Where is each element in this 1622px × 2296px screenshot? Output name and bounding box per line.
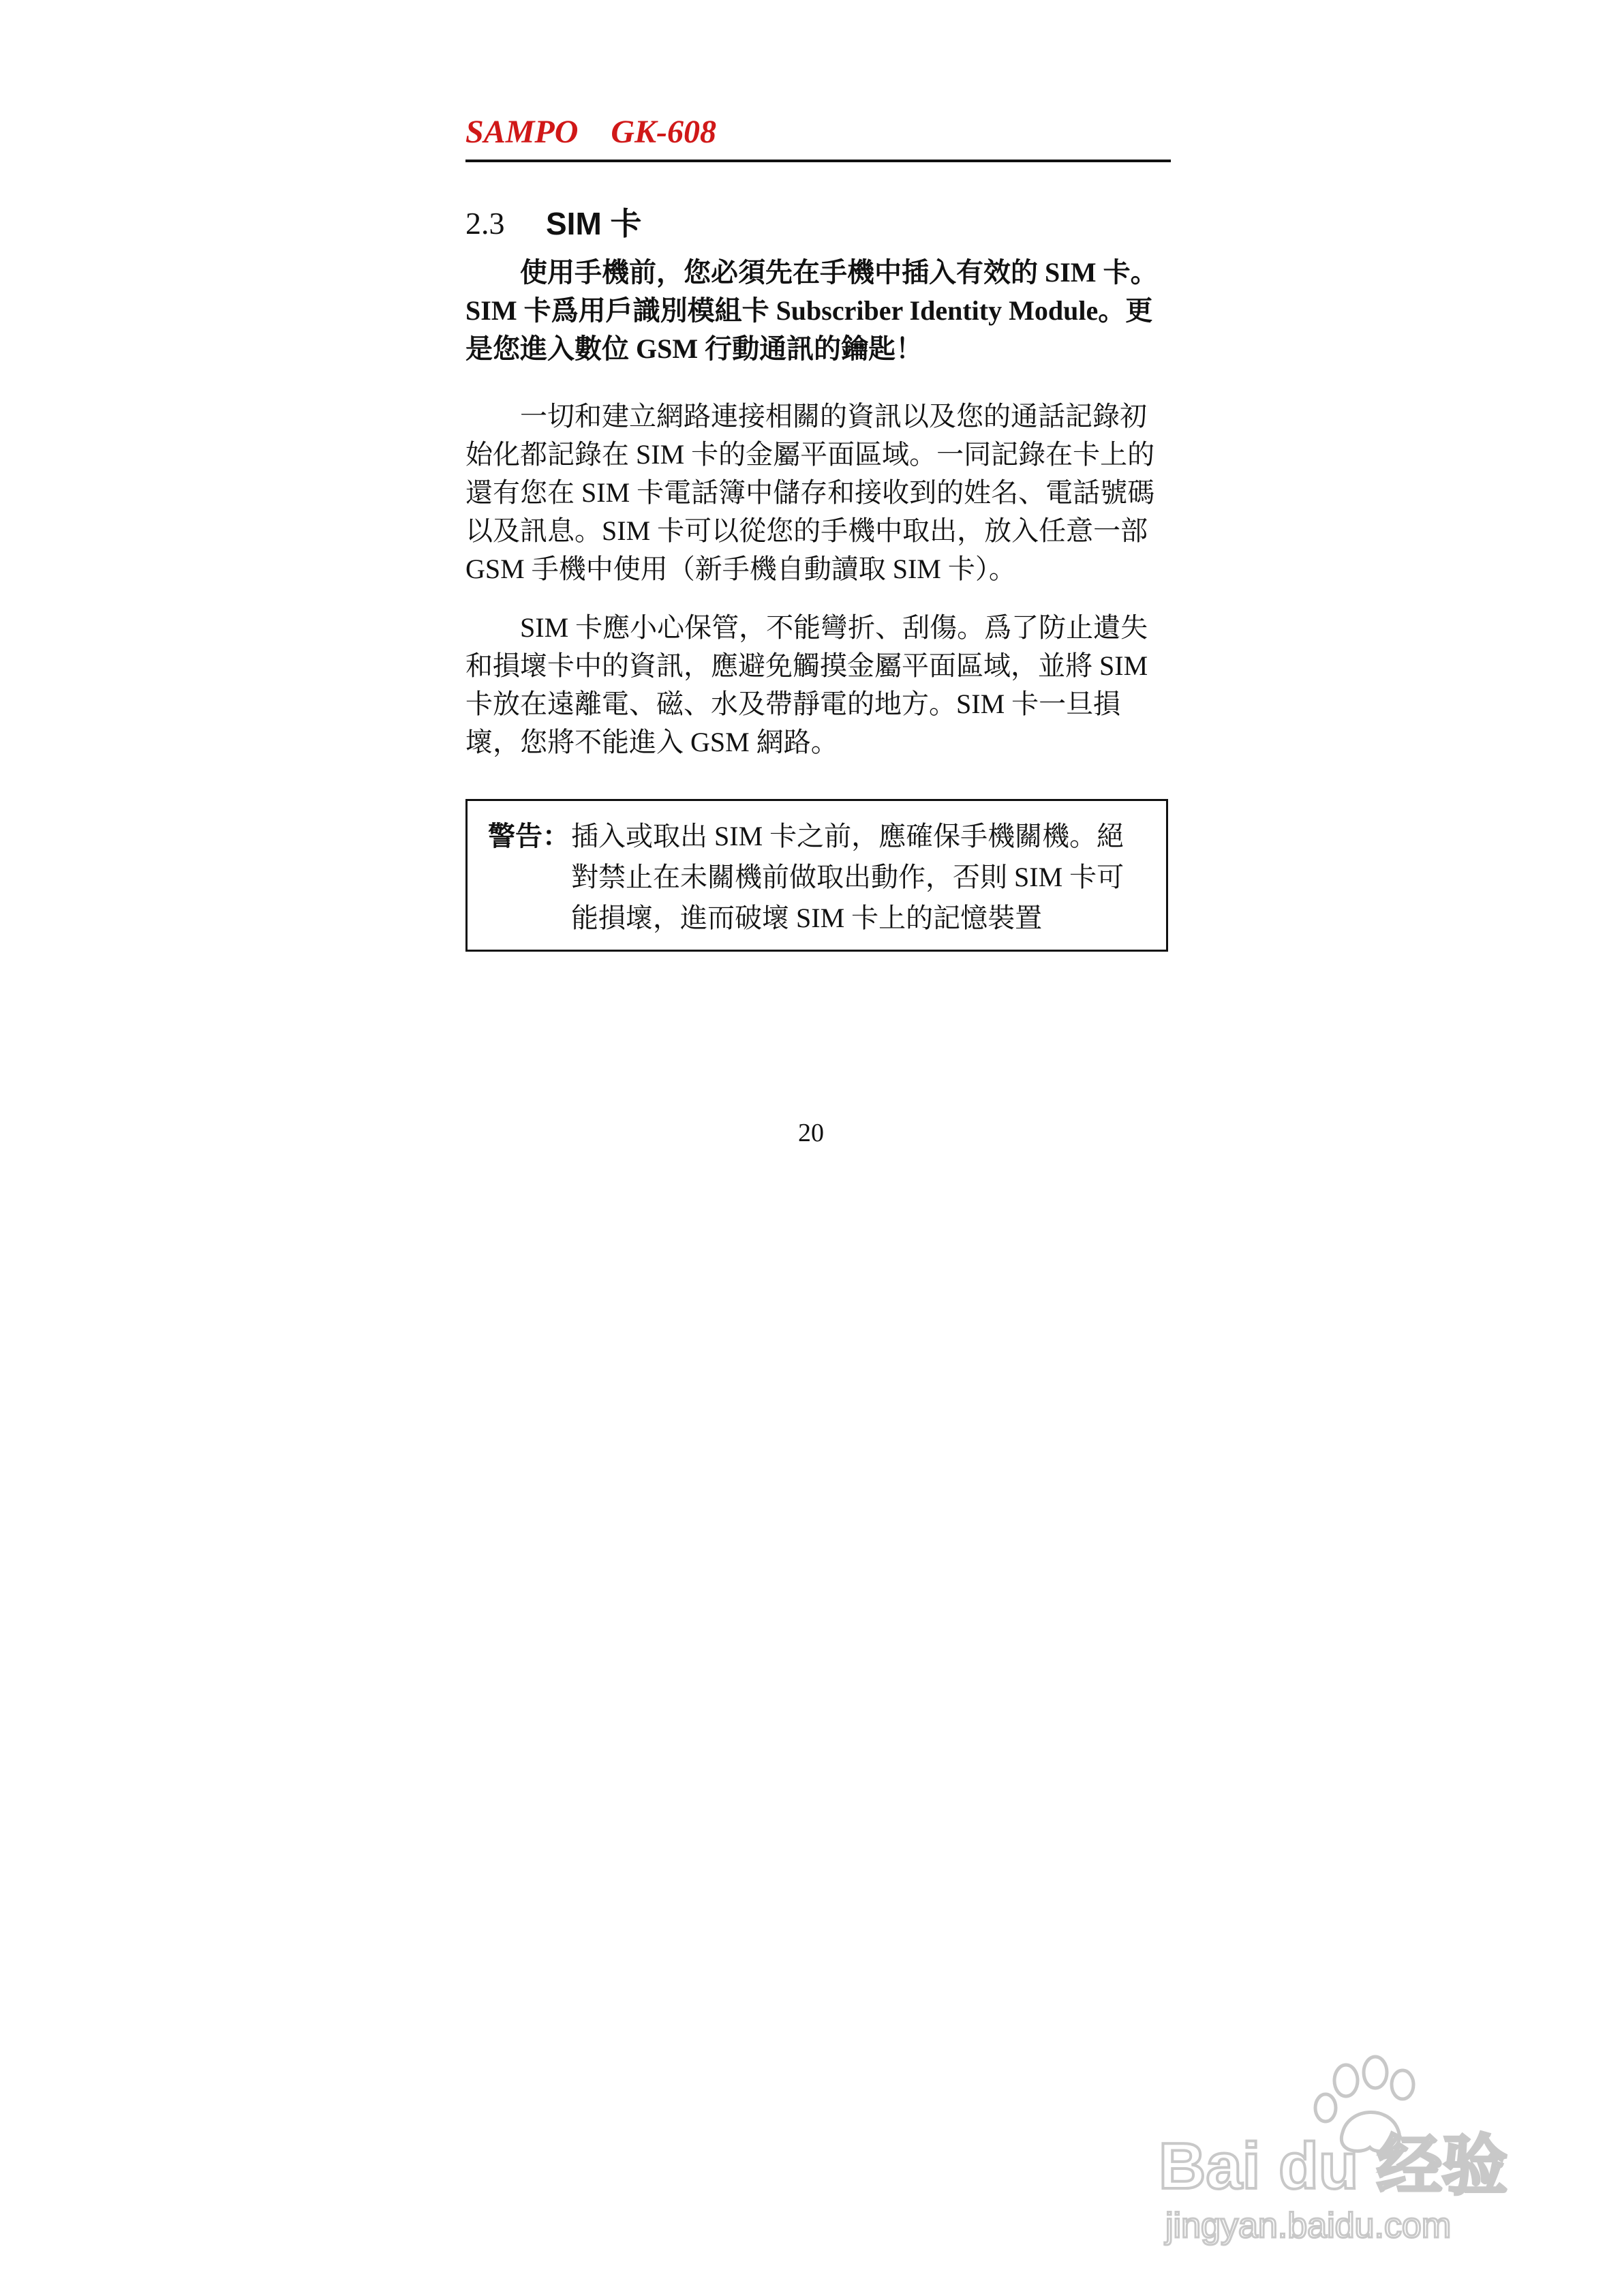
intro-paragraph: 使用手機前，您必須先在手機中插入有效的 SIM 卡。SIM 卡爲用戶識別模組卡 Subscriber Identity Module。更是您進入數位 GSM 行動通訊的鑰匙！	[465, 257, 1158, 364]
sim-care-paragraph: SIM 卡應小心保管，不能彎折、刮傷。爲了防止遺失和損壞卡中的資訊，應避免觸摸金屬平面區域，並將 SIM 卡放在遠離電、磁、水及帶靜電的地方。SIM 卡一旦損壞，您將不能進入 GSM 網路。	[465, 612, 1148, 757]
section-title: SIM 卡	[546, 206, 642, 241]
section-heading	[465, 202, 642, 245]
watermark-logo: Bai du 经验	[1159, 2130, 1508, 2203]
header-brand-model: SAMPO GK-608	[465, 114, 717, 150]
baidu-jingyan-watermark	[1152, 2045, 1533, 2250]
watermark-url: jingyan.baidu.com	[1165, 2206, 1452, 2246]
warning-label: 警告：	[488, 821, 570, 851]
warning-text: 插入或取出 SIM 卡之前，應確保手機關機。絕對禁止在未關機前做取出動作，否則 SIM 卡可能損壞，進而破壞 SIM 卡上的記憶裝置	[571, 821, 1124, 933]
section-number: 2.3	[465, 206, 505, 241]
warning-box	[465, 799, 1168, 952]
page-number: 20	[798, 1119, 824, 1147]
page-header	[465, 113, 1171, 162]
sim-info-paragraph: 一切和建立網路連接相關的資訊以及您的通話記錄初始化都記錄在 SIM 卡的金屬平面區域。一同記錄在卡上的還有您在 SIM 卡電話簿中儲存和接收到的姓名、電話號碼以及訊息。SIM 卡可以從您的手機中取出，放入任意一部 GSM 手機中使用（新手機自動讀取 SIM 卡）。	[465, 401, 1155, 584]
